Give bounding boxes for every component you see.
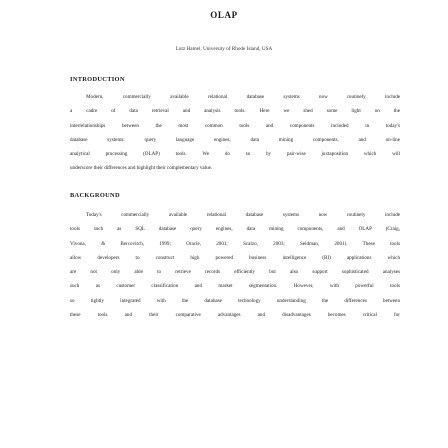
paper-title: OLAP bbox=[210, 10, 238, 20]
text-line: such as customer classification and market segmentation. However, with powerful tools bbox=[70, 283, 400, 290]
text-line: underscore their differences and highlight their complementary value. bbox=[70, 165, 213, 172]
author-affiliation: Lutz Hamel, University of Rhode Island, USA bbox=[175, 46, 273, 52]
text-line: analytical processing (OLAP) tools. We do so by pair-wise juxtaposition which will bbox=[70, 151, 400, 158]
text-line: Modern, commercially available relational database systems now routinely include bbox=[86, 94, 400, 100]
section-body-background bbox=[70, 208, 400, 322]
text-line: a cadre of data retrieval and analysis tools. Here we shed some light on the bbox=[70, 108, 400, 115]
section-body-introduction bbox=[70, 90, 400, 176]
text-line: database systems: query language engines, data mining components, and on-line bbox=[70, 136, 400, 143]
text-line: are not only able to retrieve records efficiently but also support sophisticated analyses bbox=[70, 269, 400, 276]
text-line: so tightly integrated with the database technology understanding the differences between bbox=[70, 297, 400, 304]
text-line: tools such as SQL database query engines, data mining components, and OLAP (Craig, bbox=[70, 226, 400, 233]
text-line: allow developers to construct high powered business intelligence (BI) applications which bbox=[70, 254, 400, 261]
text-line: interrelationships between the most common tools and components included in today's bbox=[70, 122, 400, 129]
section-heading-introduction: INTRODUCTION bbox=[70, 76, 125, 83]
section-heading-background: BACKGROUND bbox=[70, 192, 120, 199]
text-line: these tools and their comparative advantages and disadvantages becomes critical for bbox=[70, 312, 400, 319]
text-line: Vivona, & Bercovitch, 1999; Oracle, 2001; Scalzo, 2003; Seidman, 2001). These tools bbox=[70, 240, 400, 247]
text-line: Today's commercially available relational database systems now routinely include bbox=[86, 212, 400, 218]
